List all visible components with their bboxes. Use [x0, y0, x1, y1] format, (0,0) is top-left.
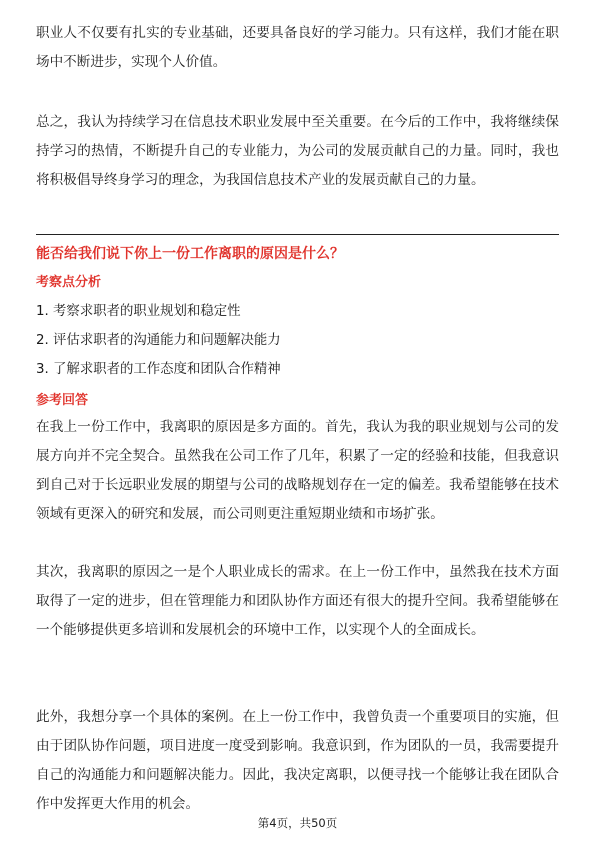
- page-number: 第4页，共50页: [257, 816, 338, 830]
- list-item: 1. 考察求职者的职业规划和稳定性: [36, 304, 241, 319]
- answer-paragraph: 在我上一份工作中，我离职的原因是多方面的。首先，我认为我的职业规划与公司的发展方向并不完全契合。虽然我在公司工作了几年，积累了一定的经验和技能，但我意识到自己对于长远职业发展的期望与公司的战略规划存在一定的偏差。我希望能够在技术领域有更深入的研究和发展，而公司则更注重短期业绩和市场扩张。: [36, 419, 559, 522]
- section-divider: [36, 234, 559, 235]
- conclusion-paragraph: 总之，我认为持续学习在信息技术职业发展中至关重要。在今后的工作中，我将继续保持学习的热情，不断提升自己的专业能力，为公司的发展贡献自己的力量。同时，我也将积极倡导终身学习的理念，为我国信息技术产业的发展贡献自己的力量。: [36, 114, 559, 188]
- question-heading: 能否给我们说下你上一份工作离职的原因是什么？: [36, 246, 344, 262]
- list-item: 3. 了解求职者的工作态度和团队合作精神: [36, 362, 281, 377]
- answer-paragraph: 此外，我想分享一个具体的案例。在上一份工作中，我曾负责一个重要项目的实施，但由于团队协作问题，项目进度一度受到影响。我意识到，作为团队的一员，我需要提升自己的沟通能力和问题解决能力。因此，我决定离职，以便寻找一个能够让我在团队合作中发挥更大作用的机会。: [36, 709, 559, 812]
- analysis-list: [36, 297, 281, 384]
- analysis-title: 考察点分析: [36, 275, 102, 290]
- list-item: 2. 评估求职者的沟通能力和问题解决能力: [36, 333, 281, 348]
- intro-tail-paragraph: 职业人不仅要有扎实的专业基础，还要具备良好的学习能力。只有这样，我们才能在职场中不断进步，实现个人价值。: [36, 25, 559, 70]
- answer-paragraph: 其次，我离职的原因之一是个人职业成长的需求。在上一份工作中，虽然我在技术方面取得了一定的进步，但在管理能力和团队协作方面还有很大的提升空间。我希望能够在一个能够提供更多培训和发展机会的环境中工作，以实现个人的全面成长。: [36, 564, 559, 638]
- answer-title: 参考回答: [36, 393, 89, 408]
